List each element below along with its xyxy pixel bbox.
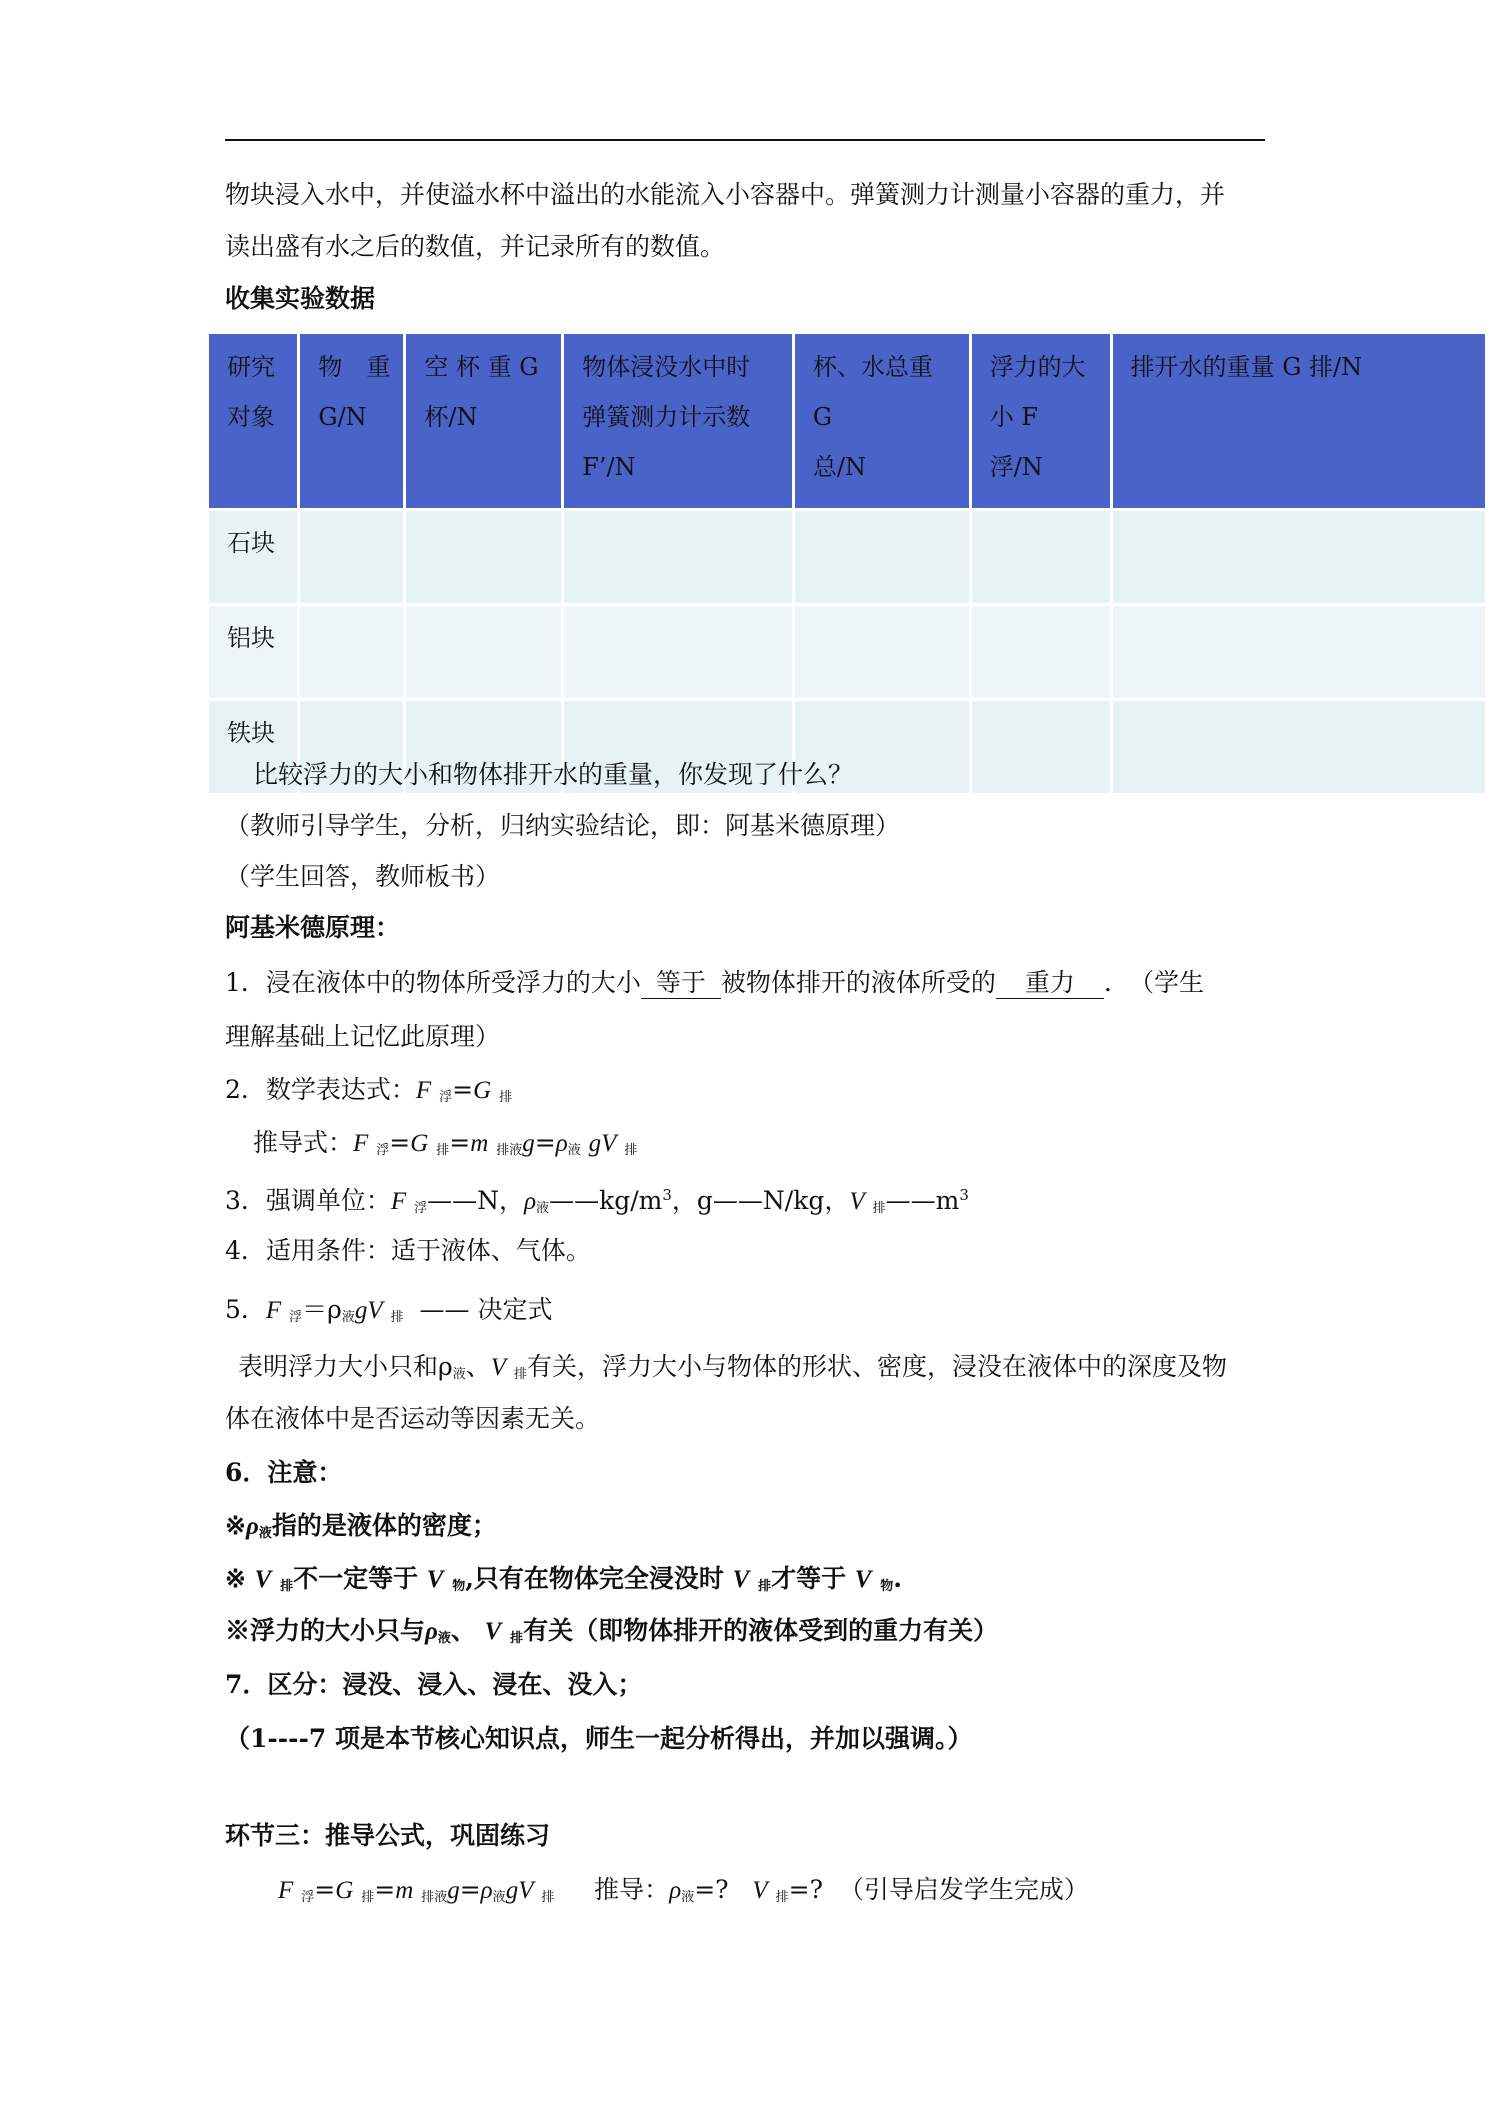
- intro-line-2: 读出盛有水之后的数值，并记录所有的数值。: [225, 232, 726, 261]
- table-row: [209, 510, 1487, 605]
- section-heading-archimedes: 阿基米德原理：: [225, 913, 401, 942]
- header-cell: 物体浸没水中时 弹簧测力计示数 F’/N: [563, 334, 794, 510]
- row-label: 铁块: [209, 700, 299, 795]
- teacher-note: （教师引导学生，分析，归纳实验结论，即：阿基米德原理）: [225, 811, 901, 840]
- header-cell: 物 重 G/N: [299, 334, 405, 510]
- derivation-exercise: F 浮=G 排=m 排液g=ρ液gV 排 推导：ρ液=? V 排=? （引导启发学生完成）: [278, 1875, 1089, 1905]
- summary-line: （1----7 项是本节核心知识点，师生一起分析得出，并加以强调。）: [225, 1724, 973, 1753]
- row-label: 石块: [209, 510, 299, 605]
- header-cell: 浮力的大 小 F 浮/N: [970, 334, 1111, 510]
- note-item: ※ V 排不一定等于 V 物,只有在物体完全浸没时 V 排才等于 V 物.: [225, 1564, 902, 1594]
- header-cell: 空 杯 重 G 杯/N: [405, 334, 563, 510]
- conditions-line: 4．适用条件：适于液体、气体。: [225, 1236, 591, 1265]
- header-cell: 研究 对象: [209, 334, 299, 510]
- data-table: [209, 334, 1488, 796]
- section-heading-collect: 收集实验数据: [225, 284, 376, 313]
- intro-line-1: 物块浸入水中，并使溢水杯中溢出的水能流入小容器中。弹簧测力计测量小容器的重力，并: [225, 180, 1226, 209]
- principle-line-2: 理解基础上记忆此原理）: [225, 1022, 501, 1051]
- section-heading-3: 环节三：推导公式，巩固练习: [225, 1821, 551, 1850]
- student-note: （学生回答，教师板书）: [225, 862, 501, 891]
- table-header-row: [209, 334, 1487, 510]
- formula-expression: 2．数学表达式：F 浮=G 排: [225, 1075, 513, 1105]
- header-cell: 杯、水总重 G 总/N: [793, 334, 970, 510]
- distinguish-line: 7．区分：浸没、浸入、浸在、没入；: [225, 1670, 643, 1699]
- principle-line-1: 1．浸在液体中的物体所受浮力的大小 等于 被物体排开的液体所受的 重力 ． （学生: [225, 968, 1204, 997]
- table-row: [209, 605, 1487, 700]
- row-label: 铝块: [209, 605, 299, 700]
- blank-answer-2: 重力: [996, 968, 1104, 999]
- attention-heading: 6．注意：: [225, 1458, 343, 1487]
- decisive-formula: 5．F 浮＝ρ液gV 排 —— 决定式: [225, 1295, 553, 1325]
- note-item: ※浮力的大小只与ρ液、 V 排有关（即物体排开的液体受到的重力有关）: [225, 1616, 999, 1646]
- header-rule: [225, 139, 1265, 141]
- explanation-line-2: 体在液体中是否运动等因素无关。: [225, 1404, 601, 1433]
- question: 比较浮力的大小和物体排开水的重量，你发现了什么？: [253, 760, 854, 789]
- explanation-line-1: 表明浮力大小只和ρ液、V 排有关，浮力大小与物体的形状、密度，浸没在液体中的深度及物: [238, 1352, 1227, 1382]
- blank-answer-1: 等于: [641, 968, 721, 999]
- note-item: ※ρ液指的是液体的密度；: [225, 1511, 497, 1541]
- header-cell: 排开水的重量 G 排/N: [1111, 334, 1486, 510]
- formula-derivation: 推导式：F 浮=G 排=m 排液g=ρ液 gV 排: [253, 1128, 638, 1158]
- units-line: 3．强调单位：F 浮——N，ρ液$——kg/m^3$，g——N/kg，V 排$——m^3$: [225, 1186, 969, 1216]
